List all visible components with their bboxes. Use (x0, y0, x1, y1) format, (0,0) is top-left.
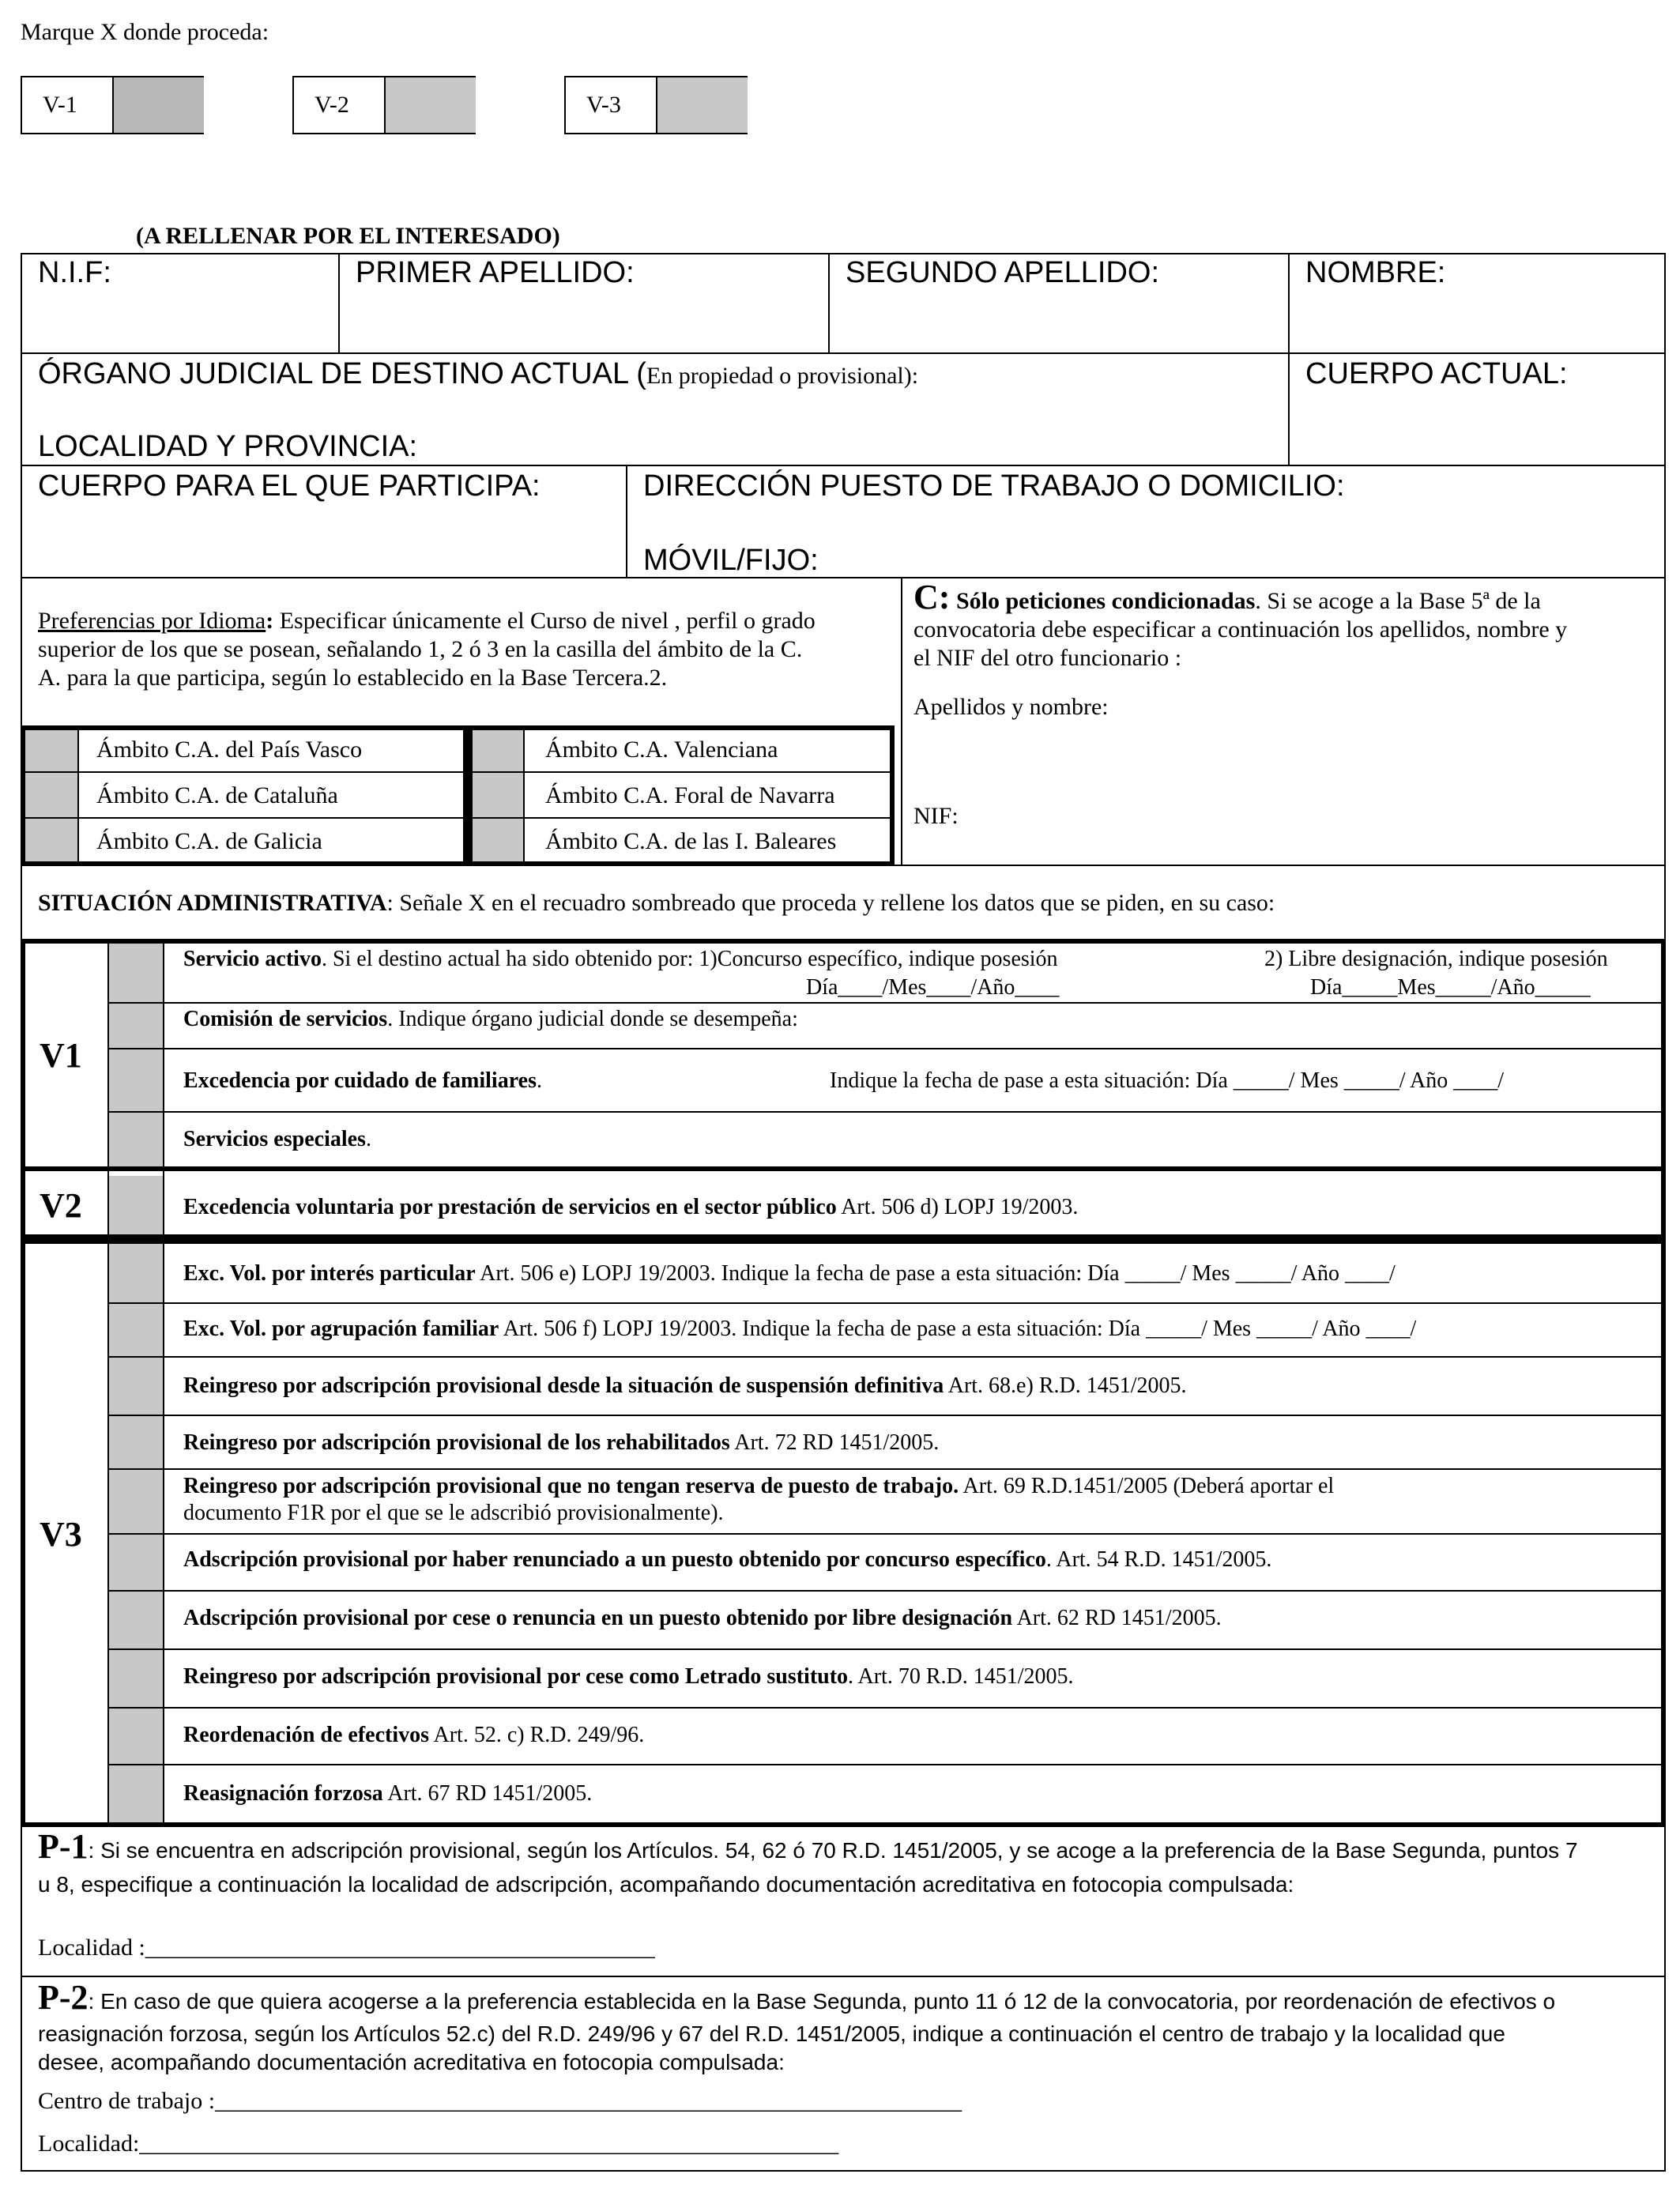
v1-label: V1 (40, 1036, 82, 1075)
option-v3-label: V-3 (586, 92, 621, 118)
option-v1-checkbox[interactable] (112, 77, 204, 133)
v3-row10-text (183, 1781, 592, 1807)
marque-instruction: Marque X donde proceda: (21, 19, 269, 45)
servicio-activo-bold: Servicio activo (183, 947, 322, 971)
v3-row2-text (183, 1317, 1416, 1342)
option-v3-checkbox[interactable] (656, 77, 748, 133)
condicionadas-line1: . Si se acoge a la Base 5ª de la (1255, 588, 1541, 614)
check-v3-row5[interactable] (109, 1470, 163, 1533)
comision-bold: Comisión de servicios (183, 1007, 388, 1031)
situacion-text: : Señale X en el recuadro sombreado que proceda y rellene los datos que se piden, en su caso: (386, 890, 1275, 916)
v3-row5-rest: Art. 69 R.D.1451/2005 (Deberá aportar el (959, 1474, 1335, 1498)
v3-row3-rest: Art. 68.e) R.D. 1451/2005. (944, 1373, 1187, 1398)
ambito-checkbox-valenciana[interactable] (473, 730, 523, 771)
v3-row7-bold: Adscripción provisional por cese o renuncia en un puesto obtenido por libre designación (183, 1606, 1013, 1630)
p2-text (38, 1978, 1656, 2077)
check-excedencia-familiares[interactable] (109, 1049, 163, 1111)
check-v3-row3[interactable] (109, 1358, 163, 1415)
servicios-especiales-text (183, 1127, 371, 1152)
v3-row10-rest: Art. 67 RD 1451/2005. (382, 1781, 593, 1806)
v2-text (183, 1195, 1078, 1220)
check-v3-row2[interactable] (109, 1304, 163, 1356)
v3-row1-bold: Exc. Vol. por interés particular (183, 1261, 476, 1286)
fecha-libre[interactable]: Día_____Mes_____/Año_____ (1310, 975, 1591, 1000)
excedencia-rest: . (536, 1068, 542, 1093)
option-v2-checkbox[interactable] (384, 77, 476, 133)
ambito-cataluna: Ámbito C.A. de Cataluña (96, 782, 338, 808)
ambito-checkbox-galicia[interactable] (25, 819, 77, 861)
p2-line1: : En caso de que quiera acogerse a la preferencia establecida en la Base Segunda, punto 11 ó 12 de la convocatoria, por reordenación de efectivos o (88, 1989, 1556, 2014)
ambito-baleares: Ámbito C.A. de las I. Baleares (545, 828, 837, 854)
check-v3-row7[interactable] (109, 1592, 163, 1648)
check-v3-row9[interactable] (109, 1709, 163, 1764)
v3-row2-bold: Exc. Vol. por agrupación familiar (183, 1317, 499, 1341)
situacion-header (38, 890, 1275, 917)
idioma-text (38, 607, 891, 692)
condicionadas-line2: convocatoria debe especificar a continuación los apellidos, nombre y (913, 616, 1568, 642)
option-v1-label: V-1 (43, 92, 77, 118)
excedencia-text (183, 1068, 542, 1094)
condicionadas-line3: el NIF del otro funcionario : (913, 645, 1182, 671)
v3-row5-line2: documento F1R por el que se le adscribió provisionalmente). (183, 1501, 724, 1525)
ambito-checkbox-cataluna[interactable] (25, 773, 77, 817)
v3-row3-text (183, 1373, 1187, 1399)
condicionadas-nif[interactable]: NIF: (913, 803, 959, 829)
check-v3-row10[interactable] (109, 1765, 163, 1822)
v3-row10-bold: Reasignación forzosa (183, 1781, 383, 1806)
p1-label: P-1 (38, 1827, 89, 1866)
v3-row8-rest: . Art. 70 R.D. 1451/2005. (848, 1664, 1074, 1689)
nombre-label[interactable]: NOMBRE: (1305, 256, 1446, 289)
check-comision[interactable] (109, 1004, 163, 1048)
p2-line3: desee, acompañando documentación acreditativa en fotocopia compulsada: (38, 2050, 785, 2074)
check-v3-row4[interactable] (109, 1416, 163, 1468)
p1-text (38, 1827, 1650, 1900)
comision-text (183, 1007, 798, 1032)
condicionadas-letter: C: (913, 578, 951, 616)
check-servicio-activo[interactable] (109, 944, 163, 1002)
condicionadas-title: Sólo peticiones condicionadas (950, 588, 1256, 614)
v3-label: V3 (40, 1515, 82, 1554)
direccion-label[interactable]: DIRECCIÓN PUESTO DE TRABAJO O DOMICILIO: (643, 469, 1345, 503)
check-v2[interactable] (109, 1176, 163, 1234)
v3-row1-rest: Art. 506 e) LOPJ 19/2003. Indique la fecha de pase a esta situación: Día _____/ Mes _____/ Año ____/ (475, 1261, 1396, 1286)
movil-label[interactable]: MÓVIL/FIJO: (643, 544, 819, 577)
v3-row4-bold: Reingreso por adscripción provisional de los rehabilitados (183, 1430, 730, 1455)
organo-label-small: En propiedad o provisional): (646, 363, 919, 389)
v3-row8-bold: Reingreso por adscripción provisional por cese como Letrado sustituto (183, 1664, 849, 1689)
v3-row2-rest: Art. 506 f) LOPJ 19/2003. Indique la fecha de pase a esta situación: Día _____/ Mes _____/ Año ____/ (499, 1317, 1417, 1341)
primer-apellido-label[interactable]: PRIMER APELLIDO: (356, 256, 635, 289)
comision-rest: . Indique órgano judicial donde se desempeña: (387, 1007, 798, 1031)
p2-line2: reasignación forzosa, según los Artículos 52.c) del R.D. 249/96 y 67 del R.D. 1451/2005, indique a continuación el centro de trabajo y la localidad que (38, 2021, 1505, 2046)
situacion-title: SITUACIÓN ADMINISTRATIVA (38, 890, 387, 916)
fill-note: (A RELLENAR POR EL INTERESADO) (136, 223, 560, 249)
p2-localidad[interactable]: Localidad:___________________________________________________________ (38, 2131, 839, 2157)
ambito-checkbox-pais-vasco[interactable] (25, 730, 77, 771)
ambito-pais-vasco: Ámbito C.A. del País Vasco (96, 737, 363, 763)
v3-row6-bold: Adscripción provisional por haber renunciado a un puesto obtenido por concurso específico (183, 1547, 1046, 1572)
idioma-line3: A. para la que participa, según lo establecido en la Base Tercera.2. (38, 665, 668, 691)
v3-row4-text (183, 1430, 939, 1456)
fecha-concurso[interactable]: Día____/Mes____/Año____ (806, 975, 1060, 1000)
v3-row9-rest: Art. 52. c) R.D. 249/96. (429, 1723, 645, 1747)
idioma-line1: Especificar únicamente el Curso de nivel , perfil o grado (273, 608, 816, 634)
option-v2-label: V-2 (315, 92, 349, 118)
p1-line2: u 8, especifique a continuación la localidad de adscripción, acompañando documentación acreditativa en fotocopia compulsada: (38, 1872, 1294, 1897)
v3-row5-text (183, 1473, 1334, 1527)
ambito-checkbox-navarra[interactable] (473, 773, 523, 817)
v3-row3-bold: Reingreso por adscripción provisional desde la situación de suspensión definitiva (183, 1373, 944, 1398)
excedencia-bold: Excedencia por cuidado de familiares (183, 1068, 537, 1093)
check-v3-row8[interactable] (109, 1650, 163, 1707)
check-v3-row6[interactable] (109, 1535, 163, 1590)
p1-localidad[interactable]: Localidad :___________________________________________ (38, 1935, 655, 1961)
ambito-valenciana: Ámbito C.A. Valenciana (545, 737, 778, 763)
cuerpo-actual-label[interactable]: CUERPO ACTUAL: (1305, 357, 1568, 390)
servicios-especiales-rest: . (365, 1127, 371, 1151)
organo-label-main: ÓRGANO JUDICIAL DE DESTINO ACTUAL ( (38, 357, 646, 390)
segundo-apellido-label[interactable]: SEGUNDO APELLIDO: (846, 256, 1160, 289)
v3-row6-text (183, 1547, 1271, 1573)
idioma-colon: : (266, 608, 274, 634)
v2-label: V2 (40, 1186, 82, 1225)
excedencia-fecha[interactable]: Indique la fecha de pase a esta situación: Día _____/ Mes _____/ Año ____/ (830, 1068, 1505, 1093)
p2-centro[interactable]: Centro de trabajo :_______________________________________________________________ (38, 2088, 962, 2114)
v3-row7-rest: Art. 62 RD 1451/2005. (1012, 1606, 1222, 1630)
condicionadas-apellidos[interactable]: Apellidos y nombre: (913, 694, 1109, 720)
v2-rest: Art. 506 d) LOPJ 19/2003. (836, 1195, 1079, 1219)
v3-row4-rest: Art. 72 RD 1451/2005. (729, 1430, 940, 1455)
v3-row8-text (183, 1664, 1074, 1690)
v3-row9-text (183, 1723, 644, 1748)
v2-bold: Excedencia voluntaria por prestación de servicios en el sector público (183, 1195, 837, 1219)
v3-row9-bold: Reordenación de efectivos (183, 1723, 430, 1747)
cuerpo-participa-label[interactable]: CUERPO PARA EL QUE PARTICIPA: (38, 469, 541, 503)
check-servicios-especiales[interactable] (109, 1113, 163, 1166)
v3-row6-rest: . Art. 54 R.D. 1451/2005. (1045, 1547, 1272, 1572)
v3-row5-bold: Reingreso por adscripción provisional que no tengan reserva de puesto de trabajo. (183, 1474, 959, 1498)
nif-label[interactable]: N.I.F: (38, 256, 111, 289)
ambito-navarra: Ámbito C.A. Foral de Navarra (545, 782, 835, 808)
check-v3-row1[interactable] (109, 1244, 163, 1302)
condicionadas-text (913, 578, 1656, 673)
libre-designacion-text: 2) Libre designación, indique posesión (1264, 947, 1608, 971)
ambito-galicia: Ámbito C.A. de Galicia (96, 828, 322, 854)
option-v2[interactable] (292, 76, 476, 134)
organo-label[interactable] (38, 357, 918, 391)
v3-row7-text (183, 1606, 1222, 1631)
servicios-especiales-bold: Servicios especiales (183, 1127, 366, 1151)
idioma-line2: superior de los que se posean, señalando 1, 2 ó 3 en la casilla del ámbito de la C. (38, 636, 803, 662)
localidad-provincia-label[interactable]: LOCALIDAD Y PROVINCIA: (38, 430, 418, 463)
option-v3[interactable] (564, 76, 748, 134)
p2-label: P-2 (38, 1978, 89, 2017)
ambito-checkbox-baleares[interactable] (473, 819, 523, 861)
p1-line1: : Si se encuentra en adscripción provisional, según los Artículos. 54, 62 ó 70 R.D. 1451/2005, y se acoge a la preferencia de la Base Segunda, puntos 7 (88, 1838, 1578, 1863)
v3-row1-text (183, 1261, 1396, 1287)
servicio-activo-rest: . Si el destino actual ha sido obtenido por: 1)Concurso específico, indique posesión (321, 947, 1058, 971)
option-v1[interactable] (21, 76, 204, 134)
personal-table (21, 253, 1666, 578)
servicio-activo-text (183, 947, 1058, 972)
idioma-title: Preferencias por Idioma (38, 608, 266, 634)
